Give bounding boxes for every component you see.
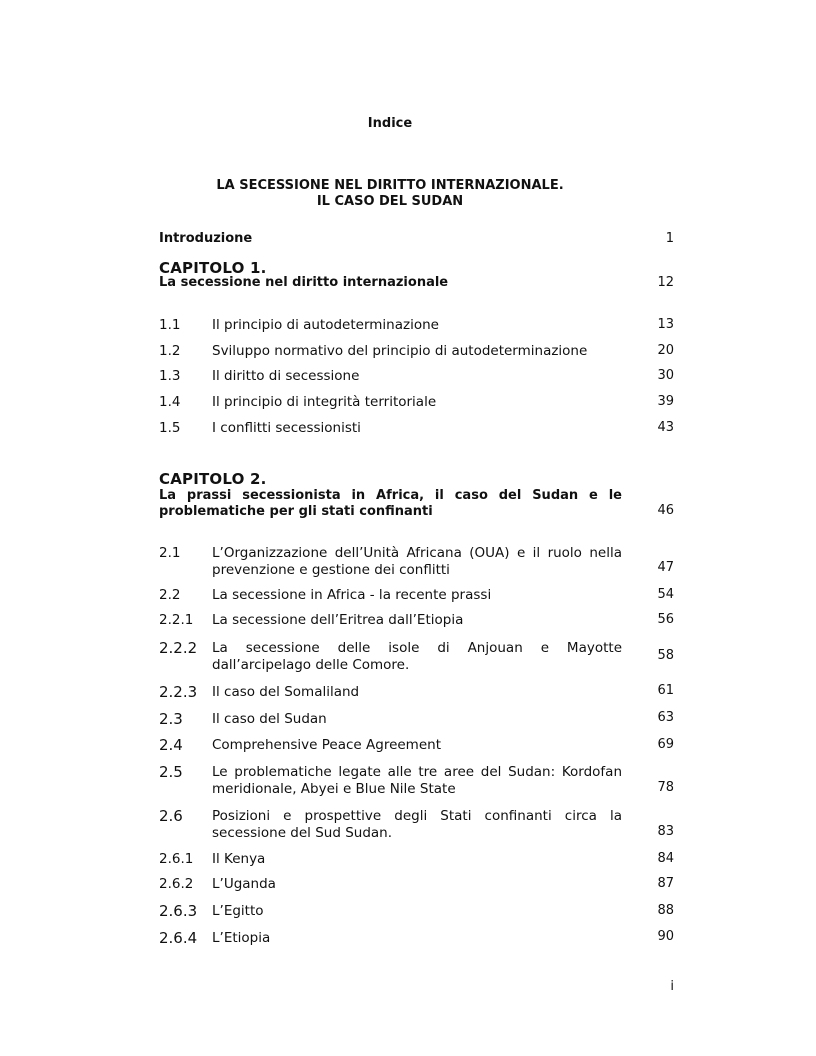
footer-page-number: i <box>670 979 674 994</box>
toc-entry-text: La secessione dell’Eritrea dall’Etiopia <box>212 612 464 628</box>
document-heading-line2: IL CASO DEL SUDAN <box>316 194 464 209</box>
toc-entry-number: 2.2.1 <box>159 612 194 628</box>
toc-entry-text: L’Etiopia <box>212 930 271 946</box>
toc-entry-number: 2.6.2 <box>159 876 194 892</box>
introduction-page: 1 <box>665 231 674 246</box>
toc-entry-page: 83 <box>657 824 674 839</box>
toc-entry-page: 84 <box>657 851 674 866</box>
chapter1-label: CAPITOLO 1. <box>159 259 267 277</box>
toc-entry-number: 2.6.3 <box>159 902 198 920</box>
toc-entry-text: Il diritto di secessione <box>212 368 360 384</box>
introduction-label: Introduzione <box>159 231 253 246</box>
toc-entry-page: 69 <box>657 737 674 752</box>
toc-entry-text: L’Organizzazione dell’Unità Africana (OUA) e il ruolo nella prevenzione e gestione dei conflitti <box>212 545 622 578</box>
toc-entry-number: 1.4 <box>159 394 181 410</box>
toc-entry-number: 1.2 <box>159 343 181 359</box>
toc-entry-page: 78 <box>657 780 674 795</box>
toc-entry-text: Le problematiche legate alle tre aree del Sudan: Kordofan meridionale, Abyei e Blue Nile State <box>212 764 622 797</box>
toc-entry-text: Il caso del Sudan <box>212 711 327 727</box>
toc-entry-page: 88 <box>657 903 674 918</box>
toc-entry-number: 2.6.1 <box>159 851 194 867</box>
toc-entry-page: 47 <box>657 560 674 575</box>
toc-entry-number: 1.3 <box>159 368 181 384</box>
toc-entry-page: 54 <box>657 587 674 602</box>
toc-entry-page: 39 <box>657 394 674 409</box>
toc-entry-text: La secessione in Africa - la recente prassi <box>212 587 492 603</box>
toc-entry-page: 87 <box>657 876 674 891</box>
document-heading-line1: LA SECESSIONE NEL DIRITTO INTERNAZIONALE. <box>216 178 564 193</box>
chapter2-page: 46 <box>657 503 674 518</box>
toc-entry-number: 2.1 <box>159 545 181 561</box>
toc-entry-page: 13 <box>657 317 674 332</box>
toc-entry-number: 2.3 <box>159 710 183 728</box>
toc-entry-text: I conflitti secessionisti <box>212 420 361 436</box>
chapter2-subtitle: La prassi secessionista in Africa, il caso del Sudan e le problematiche per gli stati confinanti <box>159 488 622 519</box>
toc-entry-text: L’Uganda <box>212 876 276 892</box>
toc-entry-text: Posizioni e prospettive degli Stati confinanti circa la secessione del Sud Sudan. <box>212 808 622 841</box>
toc-entry-page: 20 <box>657 343 674 358</box>
toc-entry-number: 1.5 <box>159 420 181 436</box>
toc-entry-text: La secessione delle isole di Anjouan e Mayotte dall’arcipelago delle Comore. <box>212 640 622 673</box>
toc-entry-number: 2.4 <box>159 736 183 754</box>
toc-entry-text: Comprehensive Peace Agreement <box>212 737 441 753</box>
toc-entry-number: 2.6.4 <box>159 929 198 947</box>
chapter2-label: CAPITOLO 2. <box>159 470 267 488</box>
toc-entry-number: 2.2.2 <box>159 639 198 657</box>
chapter1-page: 12 <box>657 275 674 290</box>
toc-entry-text: Il principio di autodeterminazione <box>212 317 439 333</box>
toc-entry-number: 1.1 <box>159 317 181 333</box>
page-title: Indice <box>367 116 413 131</box>
toc-entry-number: 2.6 <box>159 807 183 825</box>
toc-entry-number: 2.5 <box>159 763 183 781</box>
toc-entry-page: 58 <box>657 648 674 663</box>
toc-entry-text: Il caso del Somaliland <box>212 684 360 700</box>
toc-entry-text: Il principio di integrità territoriale <box>212 394 437 410</box>
toc-entry-page: 43 <box>657 420 674 435</box>
toc-entry-page: 30 <box>657 368 674 383</box>
toc-entry-page: 63 <box>657 710 674 725</box>
toc-entry-number: 2.2.3 <box>159 683 198 701</box>
toc-entry-page: 56 <box>657 612 674 627</box>
toc-entry-text: Sviluppo normativo del principio di autodeterminazione <box>212 343 588 359</box>
toc-entry-text: Il Kenya <box>212 851 266 867</box>
toc-entry-page: 90 <box>657 929 674 944</box>
chapter1-subtitle: La secessione nel diritto internazionale <box>159 275 449 290</box>
toc-entry-text: L’Egitto <box>212 903 264 919</box>
toc-entry-page: 61 <box>657 683 674 698</box>
toc-entry-number: 2.2 <box>159 587 181 603</box>
